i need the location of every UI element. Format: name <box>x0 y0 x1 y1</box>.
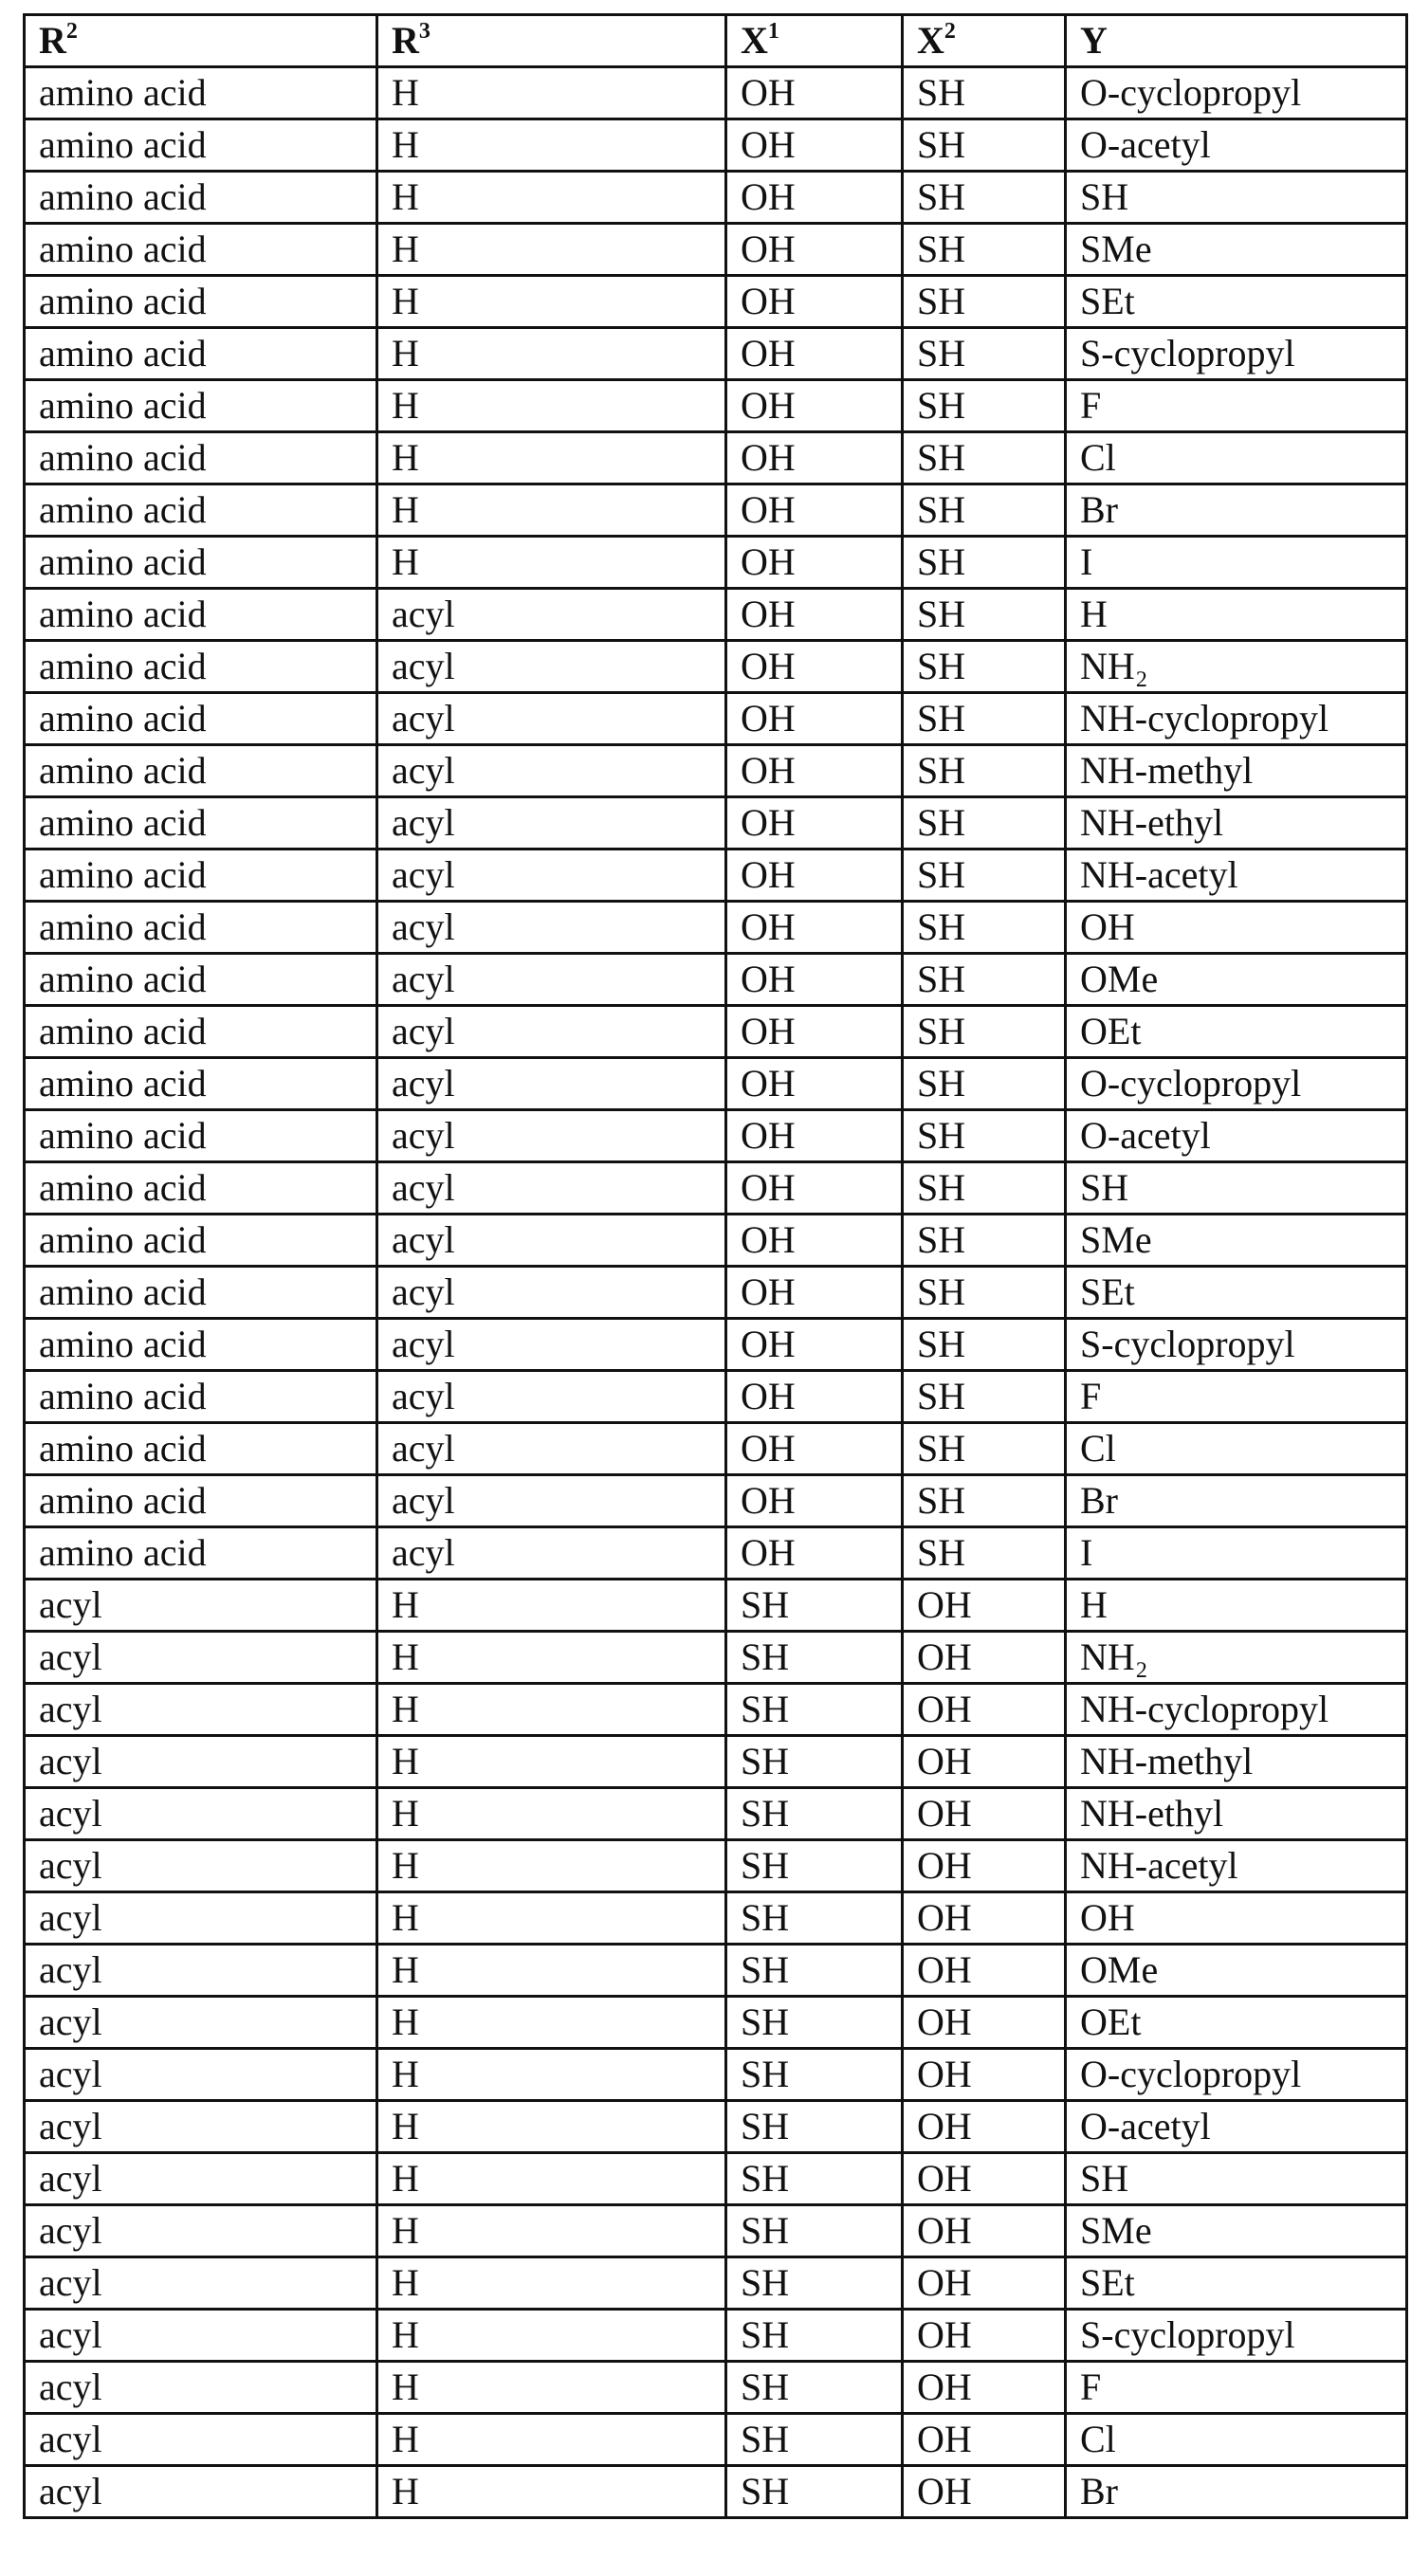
cell-r3: H <box>377 1945 726 1997</box>
table-row <box>25 1110 1407 1162</box>
cell-x2: SH <box>903 1058 1066 1110</box>
table-row <box>25 484 1407 537</box>
cell-x2: OH <box>903 2049 1066 2101</box>
header-x2 <box>903 15 1066 67</box>
cell-y: F <box>1066 2362 1407 2414</box>
cell-y: F <box>1066 380 1407 432</box>
cell-r3: acyl <box>377 1162 726 1215</box>
cell-y: OH <box>1066 1892 1407 1945</box>
cell-r2: acyl <box>25 2153 377 2205</box>
table-row <box>25 797 1407 850</box>
header-base: R <box>39 19 66 62</box>
cell-x2: SH <box>903 432 1066 484</box>
cell-x2: OH <box>903 2153 1066 2205</box>
cell-x2: OH <box>903 2362 1066 2414</box>
cell-x2: SH <box>903 902 1066 954</box>
table-row <box>25 954 1407 1006</box>
cell-x2: OH <box>903 2414 1066 2466</box>
cell-x1: OH <box>726 1319 903 1371</box>
cell-r3: acyl <box>377 797 726 850</box>
cell-y: O-cyclopropyl <box>1066 2049 1407 2101</box>
cell-y: OMe <box>1066 1945 1407 1997</box>
table-row <box>25 328 1407 380</box>
cell-y: OEt <box>1066 1006 1407 1058</box>
cell-x1: OH <box>726 276 903 328</box>
cell-x2: OH <box>903 1892 1066 1945</box>
cell-r2: amino acid <box>25 693 377 745</box>
table-row <box>25 2153 1407 2205</box>
cell-r2: amino acid <box>25 172 377 224</box>
cell-y: S-cyclopropyl <box>1066 1319 1407 1371</box>
cell-r3: H <box>377 172 726 224</box>
cell-r2: acyl <box>25 1945 377 1997</box>
cell-r3: acyl <box>377 1527 726 1580</box>
cell-x1: SH <box>726 1945 903 1997</box>
cell-r2: amino acid <box>25 1215 377 1267</box>
cell-y: NH-ethyl <box>1066 797 1407 850</box>
table-row <box>25 224 1407 276</box>
cell-x1: SH <box>726 2205 903 2257</box>
cell-x1: OH <box>726 1058 903 1110</box>
cell-r3: H <box>377 1736 726 1788</box>
cell-x1: SH <box>726 2101 903 2153</box>
table-row <box>25 1371 1407 1423</box>
cell-y: O-acetyl <box>1066 119 1407 172</box>
cell-r2: acyl <box>25 1840 377 1892</box>
cell-y: NH-cyclopropyl <box>1066 693 1407 745</box>
cell-x2: SH <box>903 1371 1066 1423</box>
cell-y: OMe <box>1066 954 1407 1006</box>
cell-x2: SH <box>903 1162 1066 1215</box>
table-row <box>25 2049 1407 2101</box>
cell-r3: H <box>377 1632 726 1684</box>
cell-y: S-cyclopropyl <box>1066 328 1407 380</box>
cell-x1: SH <box>726 2362 903 2414</box>
cell-y: Cl <box>1066 432 1407 484</box>
cell-r2: amino acid <box>25 1110 377 1162</box>
cell-r2: amino acid <box>25 1423 377 1475</box>
cell-r2: amino acid <box>25 537 377 589</box>
cell-x1: SH <box>726 2414 903 2466</box>
table-row <box>25 2414 1407 2466</box>
cell-r2: acyl <box>25 2257 377 2310</box>
cell-r3: acyl <box>377 1475 726 1527</box>
cell-r3: H <box>377 67 726 119</box>
table-row <box>25 119 1407 172</box>
cell-r2: amino acid <box>25 850 377 902</box>
cell-y: Br <box>1066 1475 1407 1527</box>
table-row <box>25 2362 1407 2414</box>
cell-x2: OH <box>903 2205 1066 2257</box>
cell-y: O-cyclopropyl <box>1066 1058 1407 1110</box>
table-row <box>25 693 1407 745</box>
cell-x2: SH <box>903 276 1066 328</box>
cell-x2: SH <box>903 589 1066 641</box>
cell-y: NH-cyclopropyl <box>1066 1684 1407 1736</box>
cell-x1: SH <box>726 1580 903 1632</box>
cell-x1: OH <box>726 954 903 1006</box>
cell-r3: acyl <box>377 1058 726 1110</box>
header-superscript: 2 <box>944 19 956 44</box>
table-row <box>25 432 1407 484</box>
cell-y: OH <box>1066 902 1407 954</box>
cell-y: S-cyclopropyl <box>1066 2310 1407 2362</box>
cell-y: NH₂ <box>1066 1632 1407 1684</box>
cell-r2: amino acid <box>25 1058 377 1110</box>
cell-x2: OH <box>903 1580 1066 1632</box>
cell-x1: SH <box>726 2153 903 2205</box>
cell-r3: H <box>377 2049 726 2101</box>
header-superscript: 3 <box>419 19 431 44</box>
table-row <box>25 1840 1407 1892</box>
cell-x1: SH <box>726 1892 903 1945</box>
cell-r3: acyl <box>377 954 726 1006</box>
cell-r2: amino acid <box>25 484 377 537</box>
cell-r3: acyl <box>377 1110 726 1162</box>
cell-y: I <box>1066 1527 1407 1580</box>
table-row <box>25 1162 1407 1215</box>
cell-r3: H <box>377 2414 726 2466</box>
cell-r2: amino acid <box>25 380 377 432</box>
table-row <box>25 1058 1407 1110</box>
cell-y: NH-acetyl <box>1066 1840 1407 1892</box>
cell-r3: H <box>377 2466 726 2518</box>
table-row <box>25 2466 1407 2518</box>
cell-y: SEt <box>1066 2257 1407 2310</box>
cell-r3: H <box>377 484 726 537</box>
table-row <box>25 1997 1407 2049</box>
cell-x1: OH <box>726 1423 903 1475</box>
cell-r3: acyl <box>377 1267 726 1319</box>
cell-x1: OH <box>726 328 903 380</box>
cell-x2: SH <box>903 328 1066 380</box>
cell-r3: acyl <box>377 850 726 902</box>
header-base: X <box>741 19 768 62</box>
cell-x1: SH <box>726 1840 903 1892</box>
cell-x1: OH <box>726 1162 903 1215</box>
cell-y: SH <box>1066 1162 1407 1215</box>
cell-x1: OH <box>726 1110 903 1162</box>
cell-x1: OH <box>726 537 903 589</box>
cell-y: Cl <box>1066 1423 1407 1475</box>
cell-x1: OH <box>726 589 903 641</box>
cell-x1: SH <box>726 2310 903 2362</box>
cell-y: H <box>1066 589 1407 641</box>
cell-r3: H <box>377 1892 726 1945</box>
cell-x2: SH <box>903 693 1066 745</box>
cell-r3: H <box>377 119 726 172</box>
cell-r2: amino acid <box>25 797 377 850</box>
cell-r2: acyl <box>25 2101 377 2153</box>
cell-x1: OH <box>726 119 903 172</box>
cell-x1: SH <box>726 1684 903 1736</box>
cell-x2: SH <box>903 119 1066 172</box>
cell-x1: SH <box>726 2257 903 2310</box>
cell-r2: amino acid <box>25 745 377 797</box>
cell-r3: H <box>377 224 726 276</box>
cell-x1: SH <box>726 1788 903 1840</box>
table-row <box>25 850 1407 902</box>
cell-r2: acyl <box>25 2205 377 2257</box>
cell-r3: H <box>377 537 726 589</box>
cell-x2: OH <box>903 1788 1066 1840</box>
table-row <box>25 2310 1407 2362</box>
cell-r3: acyl <box>377 641 726 693</box>
cell-r2: amino acid <box>25 1319 377 1371</box>
cell-x2: SH <box>903 537 1066 589</box>
cell-y: NH-acetyl <box>1066 850 1407 902</box>
cell-r2: acyl <box>25 2414 377 2466</box>
cell-r2: acyl <box>25 1892 377 1945</box>
cell-r2: acyl <box>25 2362 377 2414</box>
table-row <box>25 1632 1407 1684</box>
cell-r3: H <box>377 1684 726 1736</box>
cell-y: O-cyclopropyl <box>1066 67 1407 119</box>
cell-r3: acyl <box>377 1371 726 1423</box>
table-row <box>25 1319 1407 1371</box>
table-row <box>25 745 1407 797</box>
cell-r3: H <box>377 276 726 328</box>
cell-x2: OH <box>903 1840 1066 1892</box>
cell-r3: acyl <box>377 1423 726 1475</box>
table-row <box>25 1945 1407 1997</box>
cell-r3: H <box>377 2205 726 2257</box>
cell-r2: amino acid <box>25 328 377 380</box>
table-row <box>25 1267 1407 1319</box>
cell-r2: amino acid <box>25 276 377 328</box>
cell-r3: acyl <box>377 1215 726 1267</box>
cell-r2: amino acid <box>25 1162 377 1215</box>
table-row <box>25 67 1407 119</box>
cell-x1: SH <box>726 2466 903 2518</box>
cell-y: NH-ethyl <box>1066 1788 1407 1840</box>
cell-x2: OH <box>903 1632 1066 1684</box>
table-row <box>25 1788 1407 1840</box>
cell-y: NH₂ <box>1066 641 1407 693</box>
table-row <box>25 1580 1407 1632</box>
cell-x2: SH <box>903 1527 1066 1580</box>
cell-r2: amino acid <box>25 119 377 172</box>
cell-x2: SH <box>903 380 1066 432</box>
cell-y: SH <box>1066 2153 1407 2205</box>
cell-x2: SH <box>903 1267 1066 1319</box>
table-row <box>25 380 1407 432</box>
cell-r3: acyl <box>377 1006 726 1058</box>
table-row <box>25 589 1407 641</box>
table-row <box>25 1684 1407 1736</box>
cell-x2: SH <box>903 67 1066 119</box>
cell-r3: H <box>377 2310 726 2362</box>
cell-y: Cl <box>1066 2414 1407 2466</box>
cell-x1: OH <box>726 380 903 432</box>
header-base: Y <box>1080 19 1108 62</box>
cell-x2: SH <box>903 1475 1066 1527</box>
cell-x2: SH <box>903 797 1066 850</box>
cell-r2: acyl <box>25 2310 377 2362</box>
cell-r3: H <box>377 2362 726 2414</box>
table-row <box>25 2257 1407 2310</box>
cell-x1: OH <box>726 850 903 902</box>
cell-r2: amino acid <box>25 954 377 1006</box>
table-row <box>25 276 1407 328</box>
cell-y: OEt <box>1066 1997 1407 2049</box>
cell-x1: OH <box>726 745 903 797</box>
cell-r3: H <box>377 328 726 380</box>
cell-r3: H <box>377 1788 726 1840</box>
cell-x1: OH <box>726 67 903 119</box>
cell-y: SMe <box>1066 224 1407 276</box>
cell-r3: H <box>377 2153 726 2205</box>
cell-y: Br <box>1066 484 1407 537</box>
cell-y: SMe <box>1066 2205 1407 2257</box>
cell-r3: H <box>377 2101 726 2153</box>
cell-x2: SH <box>903 1423 1066 1475</box>
cell-x1: OH <box>726 1267 903 1319</box>
cell-r2: amino acid <box>25 589 377 641</box>
cell-r3: H <box>377 432 726 484</box>
cell-r2: amino acid <box>25 224 377 276</box>
cell-y: Br <box>1066 2466 1407 2518</box>
cell-r2: amino acid <box>25 641 377 693</box>
cell-x2: SH <box>903 484 1066 537</box>
cell-x1: OH <box>726 1527 903 1580</box>
cell-y: O-acetyl <box>1066 1110 1407 1162</box>
cell-x1: OH <box>726 172 903 224</box>
header-base: X <box>917 19 944 62</box>
table-row <box>25 641 1407 693</box>
cell-x1: SH <box>726 2049 903 2101</box>
cell-r2: amino acid <box>25 432 377 484</box>
cell-y: SEt <box>1066 276 1407 328</box>
cell-x1: SH <box>726 1632 903 1684</box>
header-base: R <box>392 19 419 62</box>
cell-x2: OH <box>903 1997 1066 2049</box>
table-row <box>25 1892 1407 1945</box>
cell-x2: OH <box>903 2310 1066 2362</box>
cell-x1: OH <box>726 797 903 850</box>
cell-y: H <box>1066 1580 1407 1632</box>
cell-x2: SH <box>903 224 1066 276</box>
cell-x2: SH <box>903 850 1066 902</box>
cell-r2: acyl <box>25 1632 377 1684</box>
cell-r2: acyl <box>25 1684 377 1736</box>
cell-x1: OH <box>726 1475 903 1527</box>
cell-x1: OH <box>726 1215 903 1267</box>
cell-r3: H <box>377 1997 726 2049</box>
cell-y: SEt <box>1066 1267 1407 1319</box>
cell-r2: acyl <box>25 2466 377 2518</box>
cell-y: NH-methyl <box>1066 745 1407 797</box>
cell-x2: SH <box>903 1319 1066 1371</box>
table-row <box>25 2101 1407 2153</box>
cell-x2: SH <box>903 745 1066 797</box>
cell-r2: amino acid <box>25 902 377 954</box>
header-r3 <box>377 15 726 67</box>
cell-y: I <box>1066 537 1407 589</box>
header-row <box>25 15 1407 67</box>
cell-x2: OH <box>903 2257 1066 2310</box>
cell-r3: acyl <box>377 745 726 797</box>
cell-r2: acyl <box>25 1736 377 1788</box>
table-row <box>25 1006 1407 1058</box>
cell-r3: H <box>377 1580 726 1632</box>
cell-x2: SH <box>903 954 1066 1006</box>
cell-x1: OH <box>726 484 903 537</box>
cell-r3: acyl <box>377 1319 726 1371</box>
cell-r2: amino acid <box>25 1475 377 1527</box>
cell-y: SMe <box>1066 1215 1407 1267</box>
cell-x2: OH <box>903 2466 1066 2518</box>
cell-r2: acyl <box>25 1788 377 1840</box>
cell-x2: OH <box>903 1736 1066 1788</box>
table-row <box>25 1215 1407 1267</box>
cell-r3: acyl <box>377 902 726 954</box>
cell-r3: H <box>377 380 726 432</box>
cell-x1: OH <box>726 224 903 276</box>
header-y <box>1066 15 1407 67</box>
cell-x2: SH <box>903 1006 1066 1058</box>
header-superscript: 2 <box>66 19 78 44</box>
cell-x2: OH <box>903 1684 1066 1736</box>
cell-x1: OH <box>726 641 903 693</box>
cell-r2: amino acid <box>25 67 377 119</box>
table-row <box>25 2205 1407 2257</box>
table-row <box>25 902 1407 954</box>
cell-r2: acyl <box>25 1580 377 1632</box>
cell-x2: OH <box>903 1945 1066 1997</box>
cell-x2: SH <box>903 172 1066 224</box>
table-row <box>25 1527 1407 1580</box>
cell-y: NH-methyl <box>1066 1736 1407 1788</box>
cell-x1: OH <box>726 902 903 954</box>
table-row <box>25 1736 1407 1788</box>
cell-r2: amino acid <box>25 1371 377 1423</box>
cell-x1: OH <box>726 1006 903 1058</box>
cell-r2: acyl <box>25 2049 377 2101</box>
header-r2 <box>25 15 377 67</box>
cell-x1: SH <box>726 1736 903 1788</box>
table-row <box>25 1423 1407 1475</box>
cell-x2: OH <box>903 2101 1066 2153</box>
cell-x1: SH <box>726 1997 903 2049</box>
cell-r3: H <box>377 2257 726 2310</box>
cell-r3: acyl <box>377 589 726 641</box>
cell-r2: amino acid <box>25 1527 377 1580</box>
header-superscript: 1 <box>768 19 779 44</box>
cell-y: O-acetyl <box>1066 2101 1407 2153</box>
cell-r3: H <box>377 1840 726 1892</box>
table-row <box>25 172 1407 224</box>
cell-x2: SH <box>903 641 1066 693</box>
cell-x1: OH <box>726 1371 903 1423</box>
cell-y: SH <box>1066 172 1407 224</box>
cell-x1: OH <box>726 693 903 745</box>
cell-x2: SH <box>903 1110 1066 1162</box>
table-row <box>25 1475 1407 1527</box>
substituent-table <box>23 13 1408 2519</box>
table-row <box>25 537 1407 589</box>
cell-x2: SH <box>903 1215 1066 1267</box>
cell-r2: acyl <box>25 1997 377 2049</box>
cell-r3: acyl <box>377 693 726 745</box>
header-x1 <box>726 15 903 67</box>
cell-r2: amino acid <box>25 1267 377 1319</box>
cell-y: F <box>1066 1371 1407 1423</box>
cell-x1: OH <box>726 432 903 484</box>
cell-r2: amino acid <box>25 1006 377 1058</box>
